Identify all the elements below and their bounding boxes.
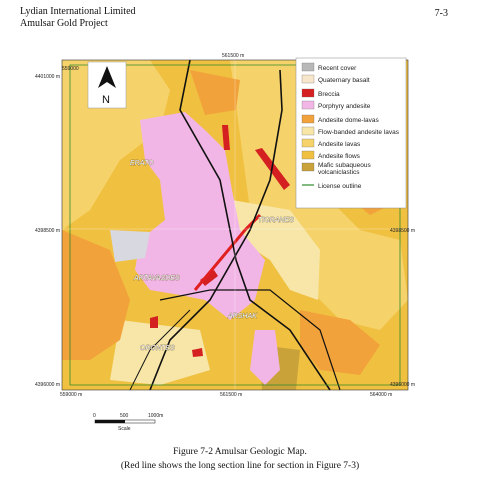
- coord-left-top-y: 4401000 m: [35, 74, 61, 80]
- company-name: Lydian International Limited: [20, 6, 136, 17]
- legend-label: Andesite lavas: [318, 141, 361, 148]
- legend-item: [302, 139, 361, 148]
- legend-swatch: [302, 151, 314, 159]
- coord-left-mid-y: 4398500 m: [35, 228, 61, 234]
- map-legend: [296, 58, 406, 208]
- coord-right-mid-y: 4398500 m: [390, 228, 416, 234]
- coord-bottom-right-x: 564000 m: [370, 392, 393, 398]
- legend-swatch: [302, 89, 314, 97]
- legend-label: Flow-banded andesite lavas: [318, 129, 399, 136]
- legend-item: [302, 115, 379, 124]
- legend-swatch: [302, 127, 314, 135]
- figure-caption: Figure 7-2 Amulsar Geologic Map.: [173, 447, 307, 457]
- project-name: Amulsar Gold Project: [20, 18, 108, 29]
- place-tigranes: TIGRANES: [258, 217, 294, 224]
- coord-top-left-x: 559000: [62, 66, 79, 72]
- coord-bottom-mid-x: 561500 m: [220, 392, 243, 398]
- legend-label: Mafic subaqueous volcaniclastics: [318, 162, 371, 176]
- breccia-body-4: [150, 316, 158, 328]
- coord-left-bottom-y: 4396000 m: [35, 382, 61, 388]
- scale-label: Scale: [118, 426, 131, 432]
- scale-zero: 0: [93, 413, 96, 419]
- legend-item: [302, 63, 357, 72]
- recent-cover-region: [110, 230, 150, 262]
- legend-label: Andesite flows: [318, 153, 360, 160]
- coord-bottom-left-x: 559000 m: [60, 392, 83, 398]
- coord-top-mid-x: 561500 m: [222, 53, 245, 59]
- legend-swatch: [302, 63, 314, 71]
- legend-swatch: [302, 101, 314, 109]
- north-arrow-icon: [88, 62, 126, 108]
- place-erato: ERATO: [130, 160, 154, 167]
- legend-item: [302, 151, 361, 160]
- scale-mid: 500: [120, 413, 129, 419]
- place-orontes: ORONTES: [140, 345, 175, 352]
- legend-swatch: [302, 115, 314, 123]
- legend-item: [302, 89, 340, 98]
- scale-end: 1000m: [148, 413, 164, 419]
- legend-label: License outline: [318, 183, 362, 190]
- legend-label: Porphyry andesite: [318, 103, 371, 110]
- legend-label: Breccia: [318, 91, 340, 98]
- legend-swatch: [302, 75, 314, 83]
- legend-swatch: [302, 139, 314, 147]
- north-label: N: [102, 94, 110, 106]
- place-arshak: ARSHAK: [228, 313, 257, 320]
- page-number: 7-3: [434, 8, 448, 19]
- legend-label: Recent cover: [318, 65, 357, 72]
- legend-label: Quaternary basalt: [318, 77, 370, 84]
- place-artavasdes: ARTAVASDES: [134, 275, 180, 282]
- coord-right-bottom-y: 4396000 m: [390, 382, 416, 388]
- figure-caption-note: (Red line shows the long section line for section in Figure 7-3): [120, 461, 360, 471]
- scale-bar: [93, 413, 163, 432]
- legend-item: [302, 75, 370, 84]
- legend-label: Andesite dome-lavas: [318, 117, 379, 124]
- legend-item: [302, 101, 371, 110]
- legend-swatch: [302, 163, 314, 171]
